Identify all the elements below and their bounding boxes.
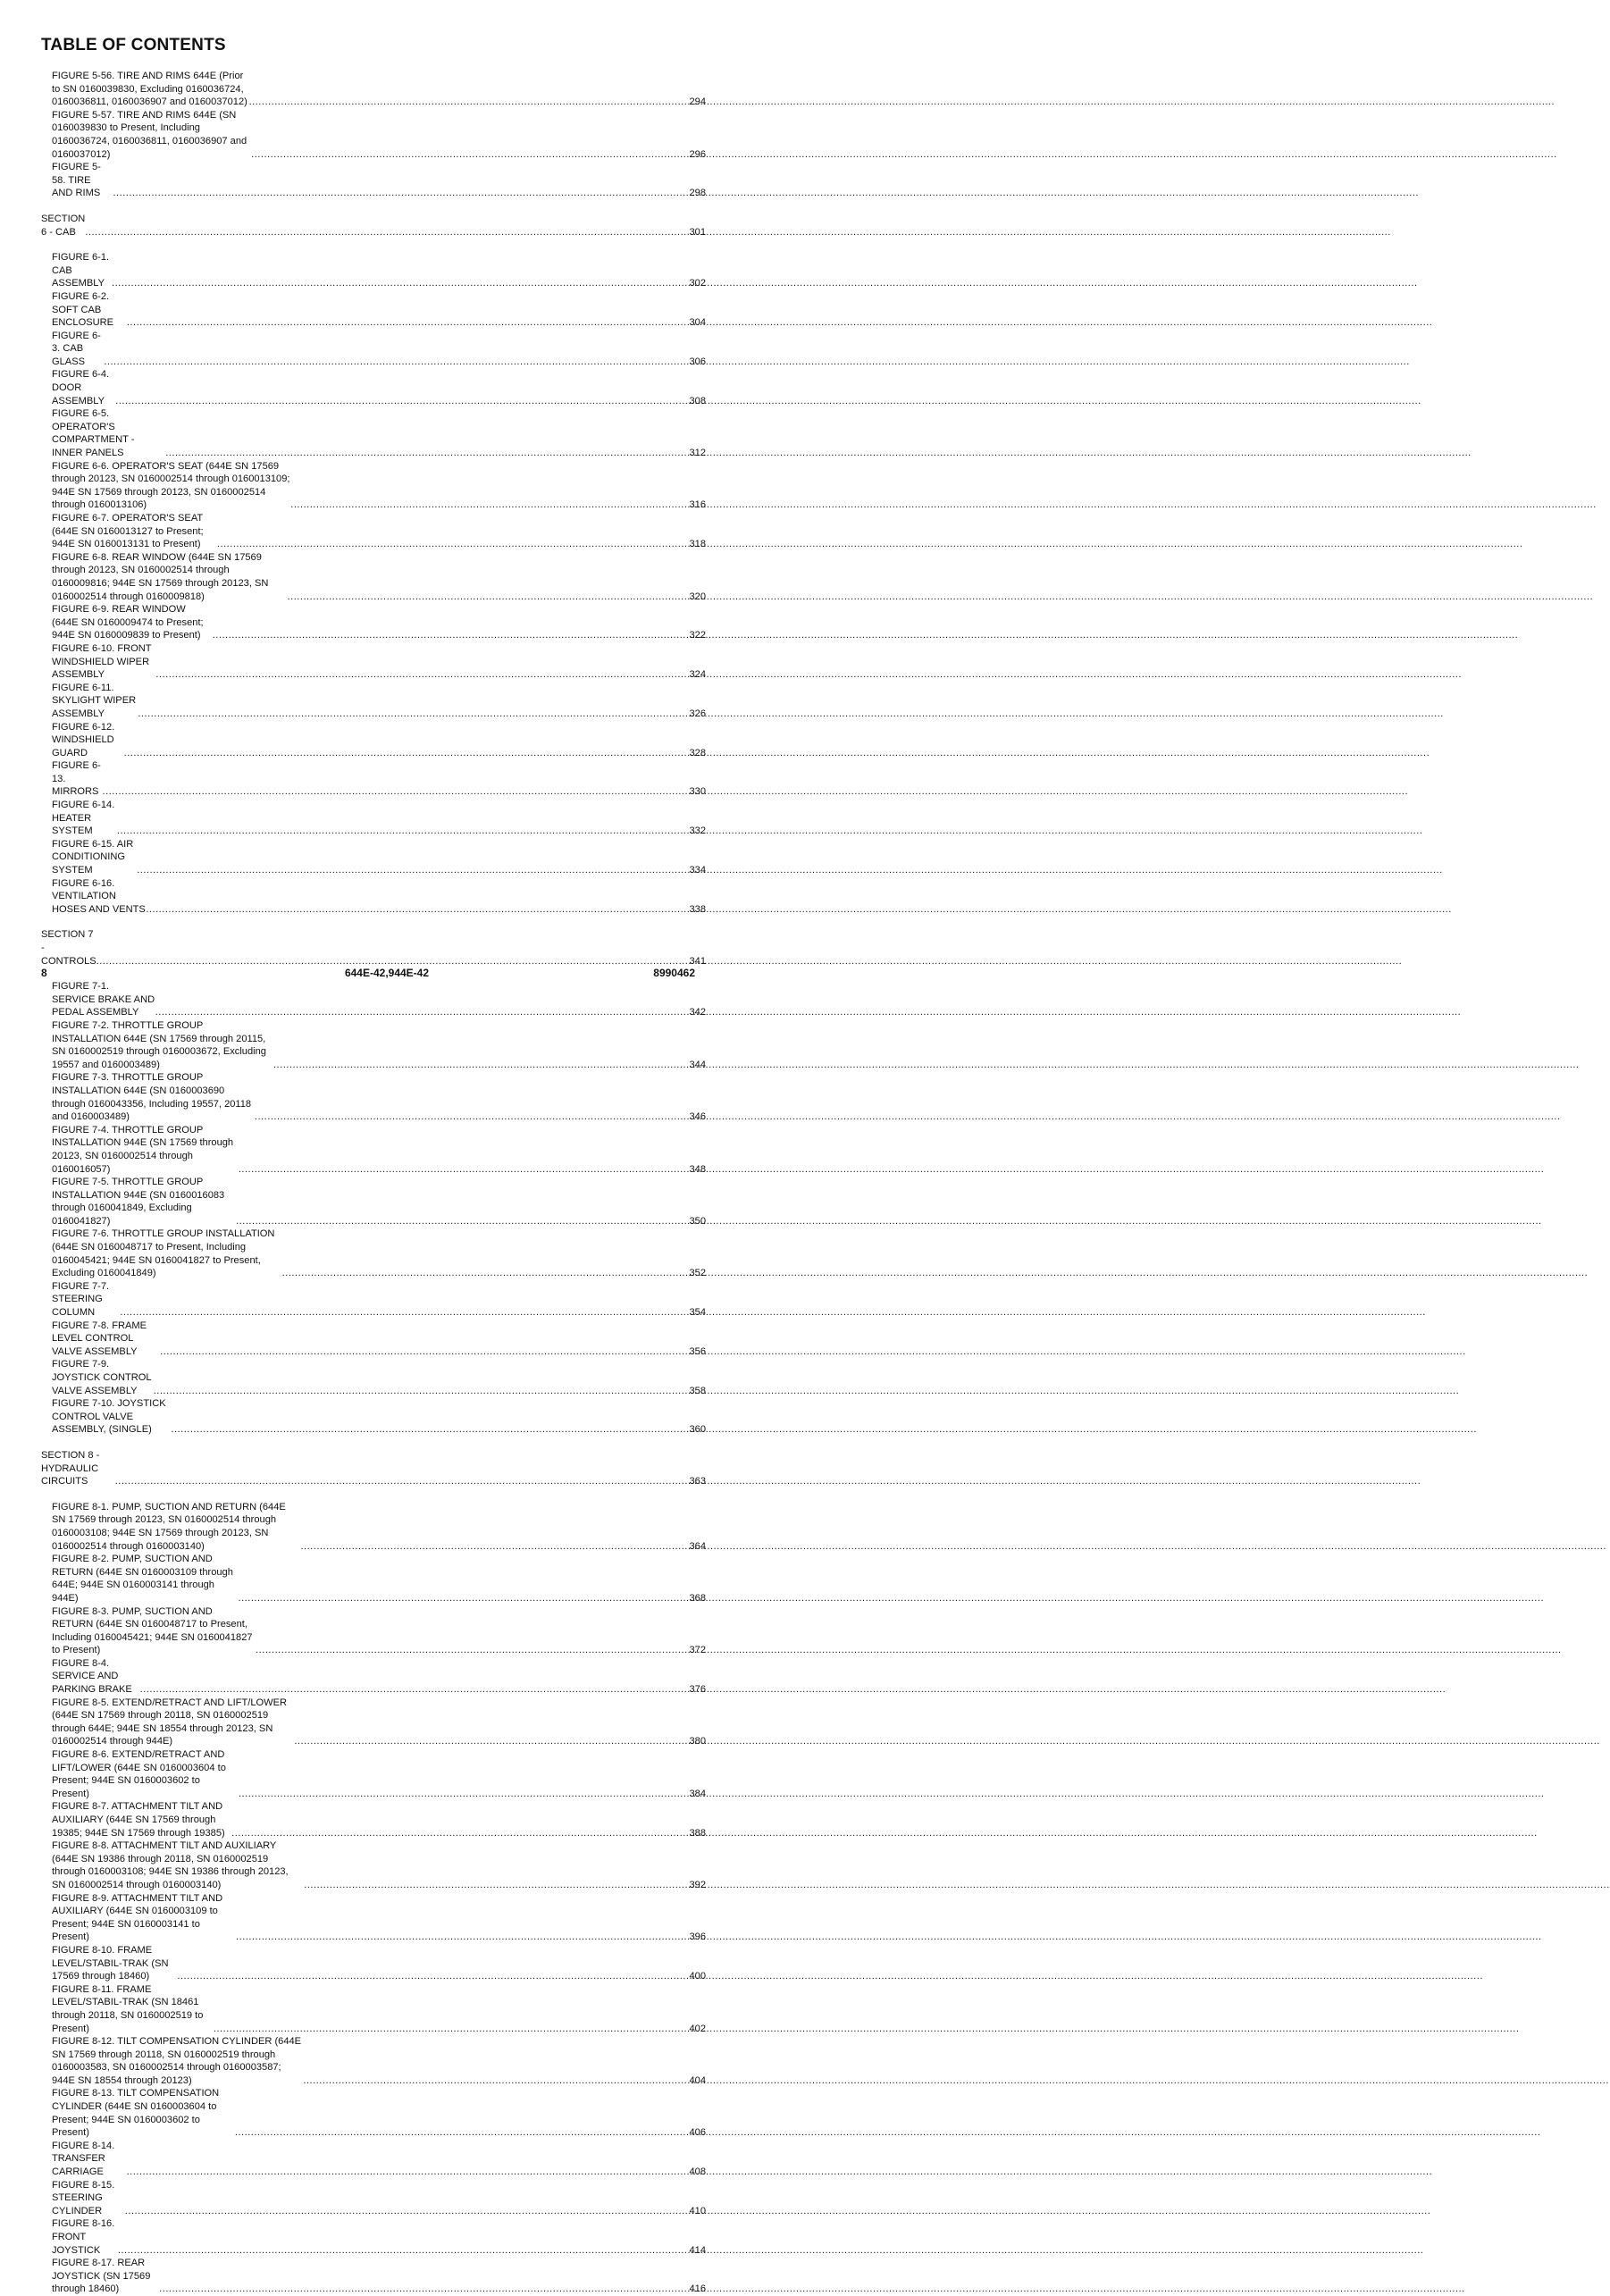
toc-section-entry[interactable]	[41, 1449, 706, 1488]
toc-figure-entry[interactable]	[52, 290, 706, 330]
dot-leader	[125, 2205, 690, 2218]
toc-entry-title: FIGURE 6-14. HEATER SYSTEM	[52, 800, 115, 837]
toc-entry-title: FIGURE 8-9. ATTACHMENT TILT AND AUXILIARY (644E SN 0160003109 to Present; 944E SN 0160003141 to Present)	[52, 1892, 223, 1943]
toc-figure-entry[interactable]	[52, 1553, 706, 1605]
toc-figure-entry[interactable]	[52, 759, 706, 799]
toc-figure-entry[interactable]	[52, 2087, 706, 2139]
toc-figure-entry[interactable]	[52, 512, 706, 551]
dot-leader	[165, 447, 689, 460]
toc-figure-entry[interactable]	[52, 368, 706, 407]
toc-entry-title: FIGURE 6-7. OPERATOR'S SEAT (644E SN 0160013127 to Present; 944E SN 0160013131 to Present)	[52, 513, 204, 550]
toc-figure-entry[interactable]	[52, 1358, 706, 1397]
toc-figure-entry[interactable]	[52, 603, 706, 642]
toc-entry-title: FIGURE 8-13. TILT COMPENSATION CYLINDER (644E SN 0160003604 to Present; 944E SN 0160003602 to Present)	[52, 2088, 220, 2139]
toc-entry-title: FIGURE 7-5. THROTTLE GROUP INSTALLATION 944E (SN 0160016083 through 0160041849, Excluding 0160041827)	[52, 1177, 225, 1227]
dot-leader	[235, 2126, 690, 2140]
toc-entry-title: FIGURE 8-10. FRAME LEVEL/STABIL-TRAK (SN 17569 through 18460)	[52, 1944, 169, 1982]
toc-figure-entry[interactable]	[52, 1501, 706, 1553]
toc-entry-page: 332	[689, 825, 706, 837]
dot-leader	[236, 1215, 689, 1228]
toc-figure-entry[interactable]	[52, 1748, 706, 1800]
toc-entry-page: 324	[689, 669, 706, 681]
toc-entry-title: FIGURE 8-16. FRONT JOYSTICK	[52, 2218, 115, 2256]
dot-leader	[249, 96, 690, 109]
dot-leader	[256, 1644, 689, 1657]
toc-entry-title: FIGURE 6-16. VENTILATION HOSES AND VENTS	[52, 877, 146, 915]
footer-model: 644E-42,944E-42	[344, 967, 430, 979]
footer-page-number: 8	[41, 967, 47, 979]
toc-figure-entry[interactable]	[52, 1983, 706, 2035]
toc-entry-page: 334	[689, 865, 706, 876]
toc-figure-entry[interactable]	[52, 460, 706, 512]
dot-leader	[155, 668, 689, 682]
toc-entry-title: FIGURE 5-58. TIRE AND RIMS	[52, 162, 101, 199]
dot-leader	[127, 316, 690, 330]
toc-entry-page: 304	[689, 317, 706, 329]
toc-entry-page: 312	[689, 448, 706, 459]
toc-figure-entry[interactable]	[52, 2179, 706, 2218]
toc-figure-entry[interactable]	[52, 1892, 706, 1944]
toc-entry-page: 342	[689, 1007, 706, 1018]
toc-entry-page: 356	[689, 1345, 706, 1357]
toc-figure-entry[interactable]	[52, 551, 706, 603]
toc-figure-entry[interactable]	[52, 642, 706, 682]
toc-entry-title: SECTION 8 - HYDRAULIC CIRCUITS	[41, 1449, 100, 1487]
section-spacer	[0, 916, 774, 928]
toc-entry-page: 380	[689, 1736, 706, 1747]
toc-entry-title: FIGURE 7-9. JOYSTICK CONTROL VALVE ASSEMBLY	[52, 1359, 152, 1396]
toc-entry-page: 308	[689, 395, 706, 406]
toc-figure-entry[interactable]	[52, 407, 706, 459]
toc-entry-title: FIGURE 8-4. SERVICE AND PARKING BRAKE	[52, 1657, 132, 1696]
dot-leader	[120, 1306, 689, 1320]
toc-entry-title: FIGURE 8-17. REAR JOYSTICK (SN 17569 through 18460)	[52, 2258, 151, 2295]
toc-entry-title: FIGURE 6-12. WINDSHIELD GUARD	[52, 721, 115, 758]
toc-entry-page: 318	[689, 539, 706, 550]
toc-figure-entry[interactable]	[52, 838, 706, 877]
toc-entry-page: 302	[689, 278, 706, 289]
toc-figure-entry[interactable]	[52, 1320, 706, 1359]
toc-entry-page: 306	[689, 356, 706, 367]
dot-leader	[124, 747, 690, 760]
dot-leader	[112, 277, 689, 290]
toc-entry-page: 328	[689, 747, 706, 758]
dot-leader	[171, 1423, 689, 1437]
dot-leader	[177, 1970, 689, 1983]
toc-entry-title: FIGURE 8-15. STEERING CYLINDER	[52, 2179, 115, 2216]
toc-entry-page: 408	[689, 2166, 706, 2178]
toc-entry-title: FIGURE 6-9. REAR WINDOW (644E SN 0160009474 to Present; 944E SN 0160009839 to Present)	[52, 604, 204, 641]
dot-leader	[154, 1385, 690, 1398]
toc-entry-page: 406	[689, 2127, 706, 2139]
toc-figure-entry[interactable]	[52, 1071, 706, 1123]
toc-figure-entry[interactable]	[52, 799, 706, 838]
dot-leader	[104, 356, 689, 369]
toc-entry-page: 352	[689, 1268, 706, 1279]
toc-figure-entry[interactable]	[52, 2035, 706, 2087]
dot-leader	[214, 2023, 690, 2036]
dot-leader	[117, 825, 690, 838]
toc-entry-page: 414	[689, 2244, 706, 2256]
toc-entry-page: 350	[689, 1215, 706, 1227]
section-spacer	[0, 1437, 774, 1449]
dot-leader	[304, 1879, 689, 1892]
toc-entry-page: 416	[689, 2283, 706, 2295]
dot-leader	[127, 2166, 690, 2179]
toc-figure-entry[interactable]	[52, 721, 706, 760]
toc-figure-entry[interactable]	[52, 1657, 706, 1697]
dot-leader	[140, 1683, 690, 1697]
toc-entry-page: 384	[689, 1788, 706, 1799]
toc-entry-page: 341	[689, 955, 706, 967]
toc-entry-title: FIGURE 6-3. CAB GLASS	[52, 330, 101, 367]
section-spacer	[0, 200, 774, 213]
toc-entry-title: FIGURE 6-11. SKYLIGHT WIPER ASSEMBLY	[52, 682, 137, 719]
toc-entry-page: 388	[689, 1827, 706, 1839]
toc-entry-title: FIGURE 6-6. OPERATOR'S SEAT (644E SN 17569 through 20123, SN 0160002514 through 0160013109; 944E SN 17569 through 20123, SN 0160002514 through 0160013106)	[52, 460, 290, 511]
toc-entry-title: FIGURE 6-15. AIR CONDITIONING SYSTEM	[52, 838, 134, 876]
toc-entry-page: 322	[689, 630, 706, 641]
toc-figure-entry[interactable]	[52, 161, 706, 200]
toc-figure-entry[interactable]	[52, 1944, 706, 1983]
toc-section-entry[interactable]	[41, 213, 706, 239]
toc-entry-title: FIGURE 8-3. PUMP, SUCTION AND RETURN (644E SN 0160048717 to Present, Including 0160045421; 944E SN 0160041827 to Present)	[52, 1605, 253, 1656]
dot-leader	[213, 629, 690, 642]
toc-entry-title: FIGURE 6-5. OPERATOR'S COMPARTMENT - INNER PANELS	[52, 408, 135, 459]
toc-entry-title: FIGURE 6-13. MIRRORS	[52, 760, 101, 798]
toc-entry-page: 372	[689, 1645, 706, 1656]
toc-entry-title: FIGURE 6-2. SOFT CAB ENCLOSURE	[52, 290, 114, 329]
toc-entry-page: 346	[689, 1111, 706, 1123]
toc-entry-page: 348	[689, 1163, 706, 1175]
dot-leader	[155, 1006, 690, 1019]
toc-figure-entry[interactable]	[52, 1124, 706, 1176]
toc-figure-entry[interactable]	[52, 1839, 706, 1891]
dot-leader	[236, 1931, 689, 1944]
toc-entry-page: 301	[689, 226, 706, 238]
toc-entry-title: FIGURE 8-8. ATTACHMENT TILT AND AUXILIARY (644E SN 19386 through 20118, SN 0160002519 through 0160003108; 944E SN 19386 through 20123, SN 0160002514 through 0160003140)	[52, 1840, 289, 1890]
toc-figure-entry[interactable]	[52, 682, 706, 721]
toc-entry-title: FIGURE 8-12. TILT COMPENSATION CYLINDER (644E SN 17569 through 20118, SN 0160002519 through 0160003583, SN 0160002514 through 0160003587; 944E SN 18554 through 20123)	[52, 2036, 302, 2086]
page-title: TABLE OF CONTENTS	[41, 36, 226, 54]
dot-leader	[231, 1827, 689, 1840]
dot-leader	[273, 1059, 690, 1072]
toc-entry-page: 326	[689, 708, 706, 719]
toc-entry-title: FIGURE 6-1. CAB ASSEMBLY	[52, 252, 110, 289]
toc-entry-title: FIGURE 8-2. PUMP, SUCTION AND RETURN (644E SN 0160003109 through 644E; 944E SN 0160003141 through 944E)	[52, 1554, 233, 1604]
toc-entry-title: FIGURE 5-57. TIRE AND RIMS 644E (SN 0160039830 to Present, Including 0160036724, 0160036811, 0160036907 and 0160037012)	[52, 109, 247, 160]
toc-figure-entry[interactable]	[52, 2217, 706, 2257]
toc-entry-title: FIGURE 7-4. THROTTLE GROUP INSTALLATION 944E (SN 17569 through 20123, SN 0160002514 through 0160016057)	[52, 1124, 234, 1175]
section-spacer	[0, 239, 774, 251]
toc-figure-entry[interactable]	[52, 109, 706, 161]
dot-leader	[282, 1267, 690, 1280]
toc-entry-title: FIGURE 7-2. THROTTLE GROUP INSTALLATION 644E (SN 17569 through 20115, SN 0160002519 through 0160003672, Excluding 19557 and 0160003489)	[52, 1019, 266, 1070]
dot-leader	[290, 499, 689, 512]
toc-entry-page: 330	[689, 786, 706, 798]
dot-leader	[288, 591, 690, 604]
toc-entry-page: 358	[689, 1385, 706, 1396]
toc-figure-entry[interactable]	[52, 1605, 706, 1657]
dot-leader	[255, 1110, 690, 1124]
toc-entry-page: 294	[689, 96, 706, 108]
dot-leader	[303, 2074, 689, 2088]
dot-leader	[239, 1788, 690, 1801]
toc-figure-entry[interactable]	[52, 1176, 706, 1228]
dot-leader	[113, 187, 689, 200]
toc-entry-page: 360	[689, 1424, 706, 1436]
toc-figure-entry[interactable]	[52, 2257, 706, 2296]
toc-entry-page: 344	[689, 1059, 706, 1070]
toc-figure-entry[interactable]	[52, 1697, 706, 1748]
toc-figure-entry[interactable]	[52, 251, 706, 290]
toc-entry-title: FIGURE 7-7. STEERING COLUMN	[52, 1280, 110, 1319]
toc-entry-title: SECTION 6 - CAB	[41, 213, 86, 238]
toc-figure-entry[interactable]	[52, 1019, 706, 1071]
dot-leader	[239, 1163, 690, 1177]
dot-leader	[85, 226, 689, 239]
table-of-contents	[0, 70, 774, 2296]
toc-entry-title: FIGURE 8-11. FRAME LEVEL/STABIL-TRAK (SN 18461 through 20118, SN 0160002519 to Present)	[52, 1983, 204, 2034]
toc-entry-page: 404	[689, 2074, 706, 2086]
dot-leader	[239, 1592, 690, 1605]
dot-leader	[96, 955, 690, 968]
dot-leader	[146, 903, 689, 917]
toc-entry-page: 410	[689, 2205, 706, 2216]
toc-entry-title: SECTION 7 - CONTROLS	[41, 929, 96, 967]
toc-entry-page: 363	[689, 1476, 706, 1487]
toc-figure-entry[interactable]	[52, 2140, 706, 2179]
dot-leader	[294, 1735, 689, 1748]
toc-entry-page: 402	[689, 2023, 706, 2034]
dot-leader	[300, 1540, 689, 1554]
dot-leader	[137, 864, 689, 877]
toc-entry-title: FIGURE 6-8. REAR WINDOW (644E SN 17569 through 20123, SN 0160002514 through 0160009816; 944E SN 17569 through 20123, SN 0160002514 through 0160009818)	[52, 551, 269, 602]
dot-leader	[115, 395, 689, 408]
toc-entry-page: 364	[689, 1540, 706, 1552]
dot-leader	[118, 2244, 690, 2258]
toc-entry-page: 354	[689, 1307, 706, 1319]
toc-entry-page: 392	[689, 1879, 706, 1890]
toc-entry-page: 376	[689, 1684, 706, 1696]
footer-doc-number: 8990462	[653, 967, 695, 979]
toc-figure-entry[interactable]	[52, 980, 706, 1019]
toc-entry-title: FIGURE 8-5. EXTEND/RETRACT AND LIFT/LOWER (644E SN 17569 through 20118, SN 0160002519 through 644E; 944E SN 18554 through 20123, SN 0160002514 through 944E)	[52, 1697, 287, 1747]
toc-entry-title: FIGURE 5-56. TIRE AND RIMS 644E (Prior to SN 0160039830, Excluding 0160036724, 0160036811, 0160036907 and 0160037012)	[52, 71, 247, 108]
toc-entry-title: FIGURE 7-8. FRAME LEVEL CONTROL VALVE ASSEMBLY	[52, 1320, 147, 1357]
toc-entry-title: FIGURE 7-3. THROTTLE GROUP INSTALLATION 644E (SN 0160003690 through 0160043356, Including 19557, 20118 and 0160003489)	[52, 1072, 252, 1123]
toc-entry-title: FIGURE 8-6. EXTEND/RETRACT AND LIFT/LOWER (644E SN 0160003604 to Present; 944E SN 0160003602 to Present)	[52, 1749, 226, 1799]
toc-entry-title: FIGURE 7-1. SERVICE BRAKE AND PEDAL ASSEMBLY	[52, 981, 155, 1018]
dot-leader	[251, 148, 689, 162]
toc-entry-page: 316	[689, 499, 706, 511]
toc-entry-title: FIGURE 8-1. PUMP, SUCTION AND RETURN (644E SN 17569 through 20123, SN 0160002514 through 0160003108; 944E SN 17569 through 20123, SN 0160002514 through 0160003140)	[52, 1501, 286, 1552]
toc-entry-title: FIGURE 8-7. ATTACHMENT TILT AND AUXILIARY (644E SN 17569 through 19385; 944E SN 17569 through 19385)	[52, 1801, 225, 1839]
toc-entry-title: FIGURE 7-6. THROTTLE GROUP INSTALLATION (644E SN 0160048717 to Present, Including 0160045421; 944E SN 0160041827 to Present, Excluding 0160041849)	[52, 1228, 275, 1279]
toc-entry-title: FIGURE 8-14. TRANSFER CARRIAGE	[52, 2140, 115, 2178]
section-spacer	[0, 1488, 774, 1501]
toc-entry-page: 396	[689, 1931, 706, 1943]
toc-entry-title: FIGURE 6-4. DOOR ASSEMBLY	[52, 369, 110, 406]
toc-figure-entry[interactable]	[52, 330, 706, 369]
toc-figure-entry[interactable]	[52, 1800, 706, 1839]
toc-entry-page: 400	[689, 1971, 706, 1982]
toc-figure-entry[interactable]	[52, 1397, 706, 1437]
toc-entry-page: 368	[689, 1592, 706, 1604]
dot-leader	[103, 785, 690, 799]
toc-entry-title: FIGURE 7-10. JOYSTICK CONTROL VALVE ASSEMBLY, (SINGLE)	[52, 1398, 166, 1436]
toc-section-entry[interactable]	[41, 928, 706, 968]
dot-leader	[138, 708, 689, 721]
dot-leader	[160, 1345, 689, 1359]
toc-figure-entry[interactable]	[52, 1228, 706, 1279]
toc-figure-entry[interactable]	[52, 70, 706, 109]
toc-entry-page: 320	[689, 591, 706, 602]
toc-entry-page: 296	[689, 148, 706, 160]
toc-figure-entry[interactable]	[52, 877, 706, 917]
toc-entry-page: 338	[689, 903, 706, 915]
dot-leader	[115, 1475, 690, 1488]
dot-leader	[217, 538, 690, 551]
dot-leader	[159, 2283, 689, 2296]
toc-entry-title: FIGURE 6-10. FRONT WINDSHIELD WIPER ASSEMBLY	[52, 642, 152, 681]
toc-entry-page: 298	[689, 188, 706, 199]
toc-figure-entry[interactable]	[52, 1280, 706, 1320]
